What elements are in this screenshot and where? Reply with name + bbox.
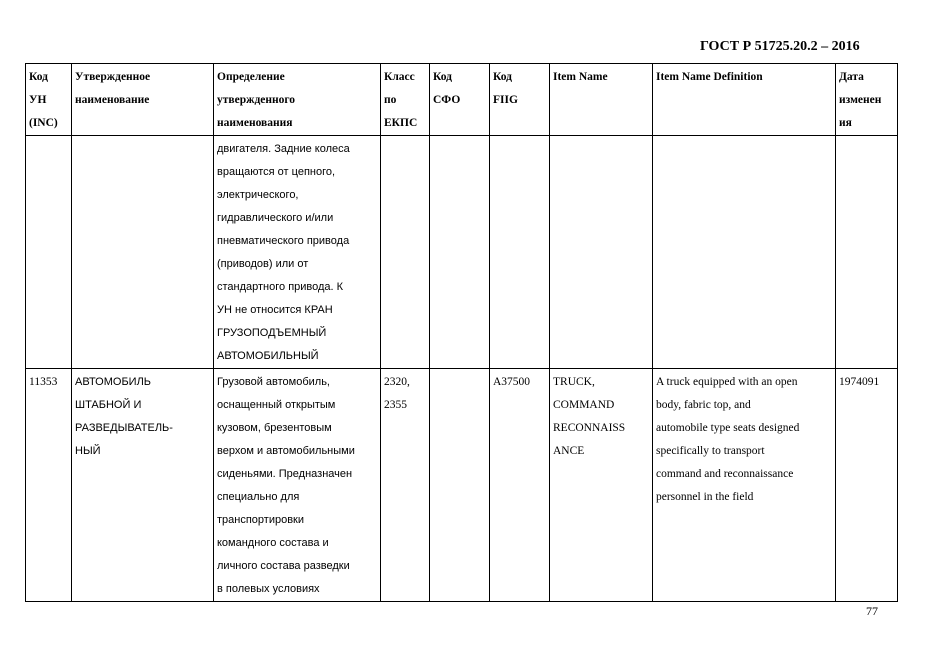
header-item-name: Item Name (550, 64, 653, 136)
cell-date: 1974091 (836, 369, 898, 602)
header-approved-name: Утвержденное наименование (72, 64, 214, 136)
cell-sfo (430, 136, 490, 369)
cell-name (72, 136, 214, 369)
cell-definition: двигателя. Задние колеса вращаются от цепного, электрического, гидравлического и/или пневматического привода (приводов) или от стандартного привода. К УН не относится КРАН ГРУЗОПОДЪЕМНЫЙ АВТОМОБИЛЬНЫЙ (214, 136, 381, 369)
document-header: ГОСТ Р 51725.20.2 – 2016 (700, 39, 860, 54)
header-inc: Код УН (INC) (26, 64, 72, 136)
header-change-date: Дата изменен ия (836, 64, 898, 136)
cell-item-definition (653, 136, 836, 369)
cell-item-definition: A truck equipped with an open body, fabric top, and automobile type seats designed specifically to transport command and reconnaissance personnel in the field (653, 369, 836, 602)
table-row (26, 369, 898, 602)
header-fiig: Код FIIG (490, 64, 550, 136)
nomenclature-table (25, 63, 898, 602)
header-item-name-definition: Item Name Definition (653, 64, 836, 136)
cell-fiig (490, 136, 550, 369)
cell-item-name (550, 136, 653, 369)
header-sfo: Код СФО (430, 64, 490, 136)
cell-inc (26, 136, 72, 369)
cell-sfo (430, 369, 490, 602)
header-definition: Определение утвержденного наименования (214, 64, 381, 136)
cell-item-name: TRUCK, COMMAND RECONNAISS ANCE (550, 369, 653, 602)
cell-class: 2320, 2355 (381, 369, 430, 602)
table-header (26, 64, 898, 136)
cell-definition: Грузовой автомобиль, оснащенный открытым кузовом, брезентовым верхом и автомобильными сиденьями. Предназначен специально для транспортировки командного состава и личного состава разведки в полевых условиях (214, 369, 381, 602)
cell-fiig: A37500 (490, 369, 550, 602)
header-class: Класс по ЕКПС (381, 64, 430, 136)
cell-date (836, 136, 898, 369)
cell-name: АВТОМОБИЛЬ ШТАБНОЙ И РАЗВЕДЫВАТЕЛЬ- НЫЙ (72, 369, 214, 602)
cell-class (381, 136, 430, 369)
page-number: 77 (866, 604, 878, 618)
table-row (26, 136, 898, 369)
cell-inc: 11353 (26, 369, 72, 602)
